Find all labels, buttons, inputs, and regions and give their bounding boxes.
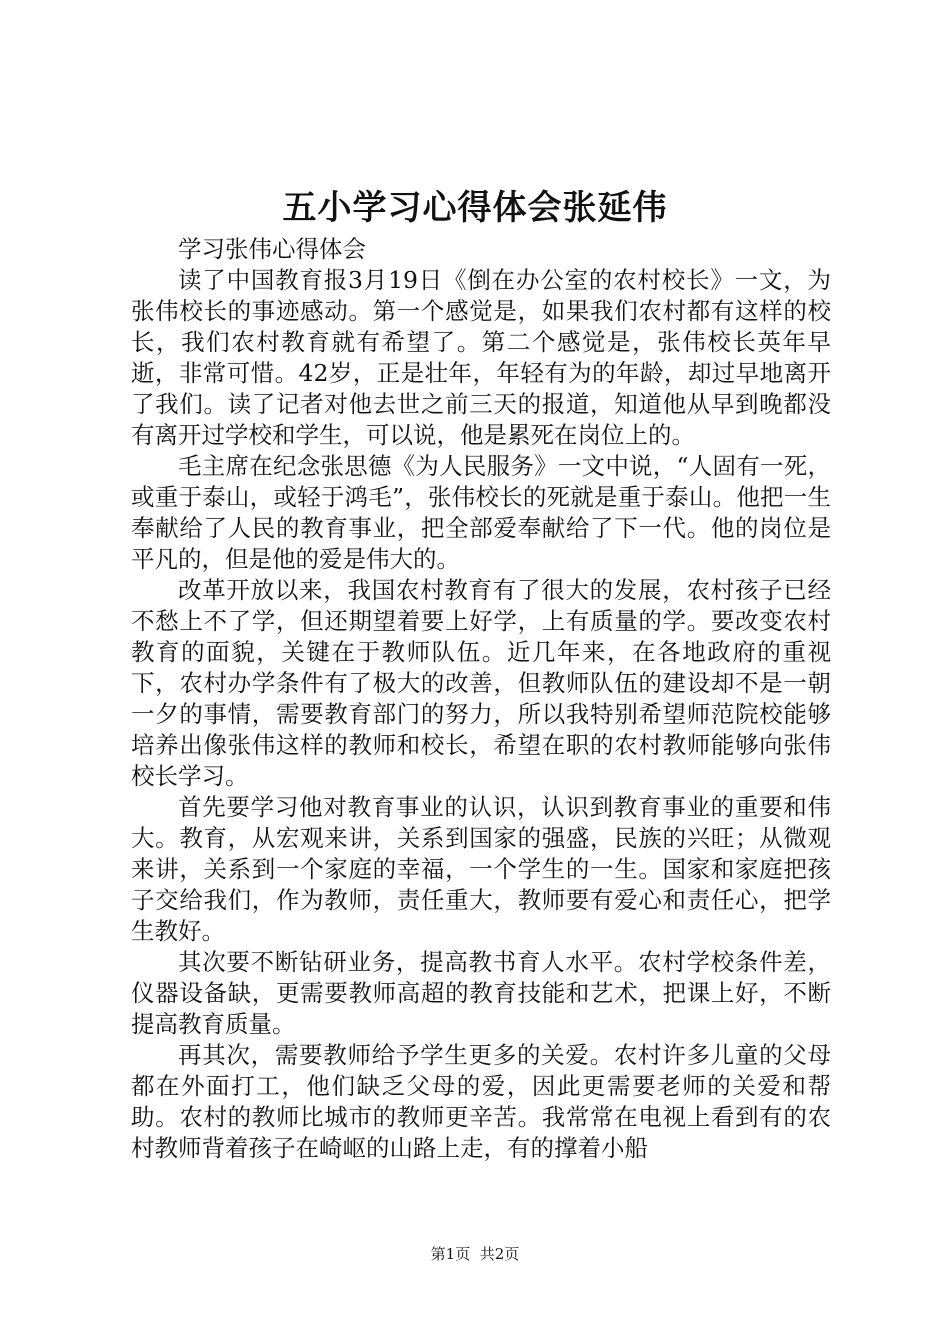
page-number: 第1页 — [430, 1245, 471, 1263]
document-title: 五小学习心得体会张延伟 — [282, 188, 668, 228]
paragraph: 首先要学习他对教育事业的认识，认识到教育事业的重要和伟大。教育，从宏观来讲，关系到国家的强盛，民族的兴旺；从微观来讲，关系到一个家庭的幸福，一个学生的一生。国家和家庭把孩子交给我们，作为教师，责任重大，教师要有爱心和责任心，把学生教好。 — [131, 793, 831, 945]
paragraph: 读了中国教育报3月19日《倒在办公室的农村校长》一文，为张伟校长的事迹感动。第一个感觉是，如果我们农村都有这样的校长，我们农村教育就有希望了。第二个感觉是，张伟校长英年早逝，非常可惜。42岁，正是壮年，年轻有为的年龄，却过早地离开了我们。读了记者对他去世之前三天的报道，知道他从早到晚都没有离开过学校和学生，可以说，他是累死在岗位上的。 — [131, 266, 831, 449]
document-body — [131, 234, 831, 1164]
paragraph: 毛主席在纪念张思德《为人民服务》一文中说，“人固有一死，或重于泰山，或轻于鸿毛”，张伟校长的死就是重于泰山。他把一生奉献给了人民的教育事业，把全部爱奉献给了下一代。他的岗位是平凡的，但是他的爱是伟大的。 — [131, 452, 831, 573]
paragraph: 其次要不断钻研业务，提高教书育人水平。农村学校条件差，仪器设备缺，更需要教师高超的教育技能和艺术，把课上好，不断提高教育质量。 — [131, 948, 831, 1038]
paragraph: 再其次，需要教师给予学生更多的关爱。农村许多儿童的父母都在外面打工，他们缺乏父母的爱，因此更需要老师的关爱和帮助。农村的教师比城市的教师更辛苦。我常常在电视上看到有的农村教师背着孩子在崎岖的山路上走，有的撑着小船 — [131, 1041, 831, 1162]
paragraph-subtitle: 学习张伟心得体会 — [178, 235, 366, 263]
paragraph: 改革开放以来，我国农村教育有了很大的发展，农村孩子已经不愁上不了学，但还期望着要上好学，上有质量的学。要改变农村教育的面貌，关键在于教师队伍。近几年来，在各地政府的重视下，农村办学条件有了极大的改善，但教师队伍的建设却不是一朝一夕的事情，需要教育部门的努力，所以我特别希望师范院校能够培养出像张伟这样的教师和校长，希望在职的农村教师能够向张伟校长学习。 — [131, 576, 831, 790]
page-total: 共2页 — [479, 1245, 520, 1263]
page-footer — [0, 1244, 950, 1264]
